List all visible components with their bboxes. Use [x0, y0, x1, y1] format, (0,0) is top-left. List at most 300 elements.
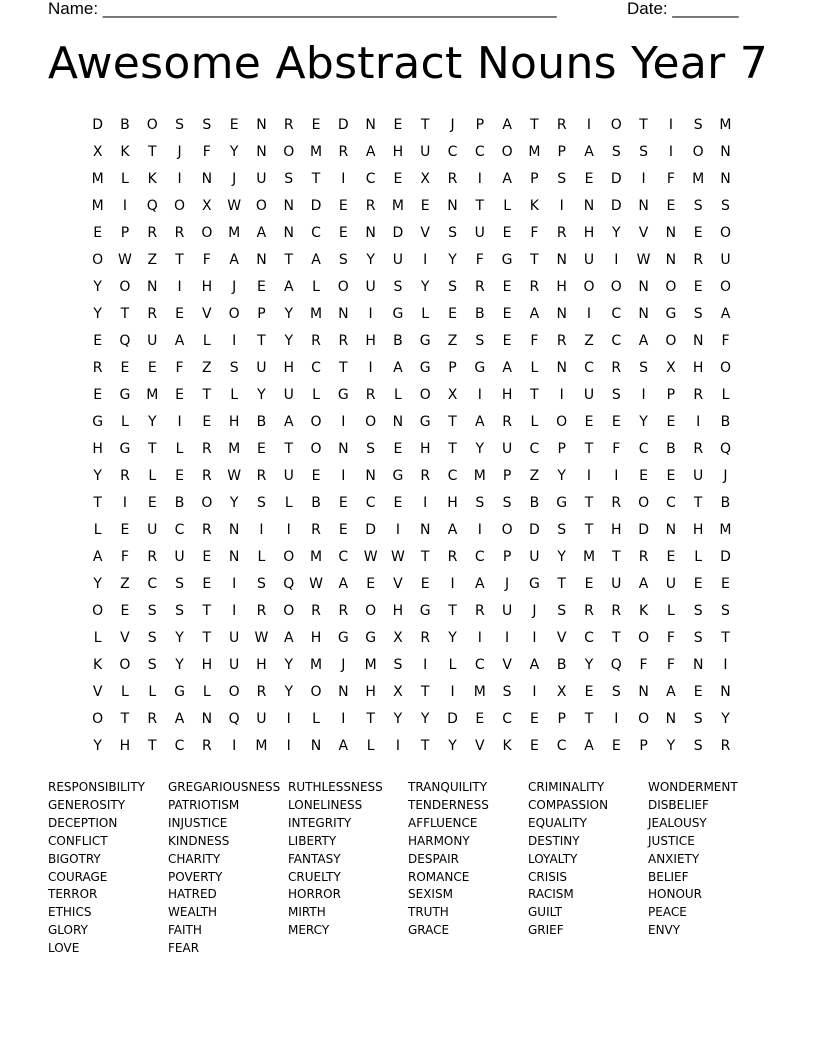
grid-letter[interactable]: I [668, 144, 673, 160]
grid-letter[interactable]: R [584, 603, 594, 619]
grid-letter[interactable]: I [341, 711, 346, 727]
grid-letter[interactable]: S [175, 117, 184, 133]
grid-letter[interactable]: R [611, 495, 622, 511]
grid-letter[interactable]: R [120, 468, 130, 484]
grid-letter[interactable]: T [366, 711, 375, 727]
grid-letter[interactable]: V [420, 225, 430, 241]
grid-letter[interactable]: A [256, 225, 267, 241]
grid-letter[interactable]: J [232, 279, 237, 295]
grid-letter[interactable]: J [450, 117, 455, 133]
grid-letter[interactable]: O [719, 360, 731, 376]
grid-letter[interactable]: I [586, 468, 592, 484]
grid-letter[interactable]: R [338, 333, 349, 349]
grid-letter[interactable]: E [175, 468, 184, 484]
grid-letter[interactable]: I [450, 684, 455, 700]
grid-letter[interactable]: H [501, 387, 513, 403]
grid-letter[interactable]: I [286, 738, 291, 754]
grid-letter[interactable]: F [530, 333, 539, 349]
grid-letter[interactable]: R [311, 603, 321, 619]
grid-letter[interactable]: O [365, 414, 377, 430]
grid-letter[interactable]: T [202, 387, 212, 403]
grid-letter[interactable]: Z [147, 252, 158, 268]
grid-letter[interactable]: E [311, 117, 321, 133]
grid-letter[interactable]: O [283, 549, 295, 565]
grid-letter[interactable]: S [693, 306, 703, 322]
grid-letter[interactable]: A [529, 306, 540, 322]
grid-letter[interactable]: G [392, 468, 404, 484]
grid-letter[interactable]: D [337, 117, 349, 133]
grid-letter[interactable]: W [227, 198, 242, 214]
grid-letter[interactable]: H [556, 279, 567, 295]
grid-letter[interactable]: O [201, 225, 213, 241]
grid-letter[interactable]: S [502, 495, 512, 511]
grid-letter[interactable]: T [284, 441, 293, 457]
grid-letter[interactable]: R [420, 468, 431, 484]
grid-letter[interactable]: M [309, 657, 323, 673]
grid-letter[interactable]: T [93, 495, 102, 511]
grid-letter[interactable]: O [419, 387, 431, 403]
grid-letter[interactable]: K [93, 657, 103, 673]
grid-letter[interactable]: Y [448, 252, 457, 268]
grid-letter[interactable]: R [174, 225, 185, 241]
grid-letter[interactable]: T [147, 738, 157, 754]
grid-letter[interactable]: E [202, 576, 212, 592]
grid-letter[interactable]: S [557, 522, 567, 538]
grid-letter[interactable]: T [448, 603, 457, 619]
grid-letter[interactable]: G [119, 441, 131, 457]
grid-letter[interactable]: Y [448, 738, 457, 754]
grid-letter[interactable]: N [283, 198, 294, 214]
grid-letter[interactable]: H [283, 360, 294, 376]
grid-letter[interactable]: A [338, 576, 349, 592]
grid-letter[interactable]: O [283, 603, 295, 619]
grid-letter[interactable]: R [338, 603, 349, 619]
grid-letter[interactable]: Y [147, 414, 157, 430]
grid-letter[interactable]: B [311, 495, 321, 511]
grid-letter[interactable]: I [641, 387, 646, 403]
grid-letter[interactable]: F [666, 630, 675, 646]
grid-letter[interactable]: H [310, 630, 322, 646]
grid-letter[interactable]: I [177, 279, 182, 295]
grid-letter[interactable]: I [423, 252, 428, 268]
grid-letter[interactable]: G [419, 333, 431, 349]
grid-letter[interactable]: B [256, 414, 267, 430]
grid-letter[interactable]: C [338, 549, 349, 565]
grid-letter[interactable]: L [121, 171, 129, 187]
grid-letter[interactable]: O [119, 657, 131, 673]
grid-letter[interactable]: L [257, 549, 266, 565]
grid-letter[interactable]: I [232, 333, 237, 349]
grid-letter[interactable]: T [147, 441, 157, 457]
grid-letter[interactable]: U [392, 252, 404, 268]
grid-letter[interactable]: T [202, 603, 212, 619]
grid-letter[interactable]: N [583, 198, 595, 214]
grid-letter[interactable]: C [447, 144, 458, 160]
grid-letter[interactable]: N [256, 144, 267, 160]
grid-letter[interactable]: R [529, 279, 540, 295]
grid-letter[interactable]: U [501, 603, 513, 619]
grid-letter[interactable]: H [611, 522, 622, 538]
grid-letter[interactable]: O [119, 279, 131, 295]
grid-letter[interactable]: T [584, 495, 594, 511]
grid-letter[interactable]: D [92, 117, 104, 133]
grid-letter[interactable]: L [721, 387, 730, 403]
grid-letter[interactable]: R [447, 171, 458, 187]
grid-letter[interactable]: V [202, 306, 212, 322]
grid-letter[interactable]: T [612, 549, 621, 565]
grid-letter[interactable]: J [505, 576, 510, 592]
grid-letter[interactable]: W [636, 252, 651, 268]
grid-letter[interactable]: A [502, 171, 512, 187]
grid-letter[interactable]: F [666, 171, 675, 187]
grid-letter[interactable]: H [392, 144, 404, 160]
grid-letter[interactable]: Q [719, 441, 731, 457]
grid-letter[interactable]: I [232, 738, 237, 754]
grid-letter[interactable]: Y [557, 468, 566, 484]
grid-letter[interactable]: O [501, 144, 513, 160]
grid-letter[interactable]: I [423, 657, 428, 673]
grid-letter[interactable]: L [694, 549, 703, 565]
grid-letter[interactable]: H [365, 684, 376, 700]
grid-letter[interactable]: S [256, 576, 266, 592]
grid-letter[interactable]: X [420, 171, 430, 187]
grid-letter[interactable]: O [310, 414, 322, 430]
grid-letter[interactable]: O [337, 279, 349, 295]
grid-letter[interactable]: S [693, 117, 703, 133]
grid-letter[interactable]: M [719, 117, 732, 133]
grid-letter[interactable]: X [92, 144, 103, 160]
grid-letter[interactable]: B [720, 495, 731, 511]
grid-letter[interactable]: S [147, 603, 157, 619]
grid-letter[interactable]: S [502, 684, 512, 700]
grid-letter[interactable]: Y [229, 495, 239, 511]
grid-letter[interactable]: L [93, 522, 102, 538]
grid-letter[interactable]: N [720, 171, 731, 187]
grid-letter[interactable]: J [177, 144, 182, 160]
grid-letter[interactable]: T [311, 171, 321, 187]
grid-letter[interactable]: A [283, 279, 294, 295]
grid-letter[interactable]: S [338, 252, 348, 268]
grid-letter[interactable]: S [147, 630, 157, 646]
grid-letter[interactable]: P [502, 468, 512, 484]
grid-letter[interactable]: E [666, 549, 676, 565]
grid-letter[interactable]: S [611, 144, 621, 160]
grid-letter[interactable]: Y [93, 306, 102, 322]
grid-letter[interactable]: S [366, 441, 376, 457]
grid-letter[interactable]: Z [584, 333, 594, 349]
grid-letter[interactable]: N [720, 684, 731, 700]
grid-letter[interactable]: N [665, 252, 677, 268]
grid-letter[interactable]: U [256, 171, 267, 187]
grid-letter[interactable]: F [612, 441, 621, 457]
grid-letter[interactable]: S [448, 225, 457, 241]
grid-letter[interactable]: L [121, 684, 129, 700]
grid-letter[interactable]: M [309, 306, 323, 322]
grid-letter[interactable]: G [365, 630, 377, 646]
grid-letter[interactable]: A [311, 252, 321, 268]
grid-letter[interactable]: E [311, 468, 321, 484]
grid-letter[interactable]: I [723, 657, 728, 673]
grid-letter[interactable]: Q [228, 711, 240, 727]
grid-letter[interactable]: A [174, 333, 185, 349]
grid-letter[interactable]: I [341, 468, 346, 484]
grid-letter[interactable]: R [556, 117, 567, 133]
grid-letter[interactable]: C [474, 144, 485, 160]
grid-letter[interactable]: E [611, 738, 621, 754]
grid-letter[interactable]: E [666, 468, 676, 484]
grid-letter[interactable]: N [665, 522, 677, 538]
grid-letter[interactable]: O [610, 279, 622, 295]
grid-letter[interactable]: B [393, 333, 403, 349]
grid-letter[interactable]: W [254, 630, 269, 646]
grid-letter[interactable]: B [475, 306, 485, 322]
grid-letter[interactable]: I [532, 630, 537, 646]
grid-letter[interactable]: N [256, 117, 267, 133]
grid-letter[interactable]: S [256, 495, 266, 511]
grid-letter[interactable]: L [312, 387, 320, 403]
grid-letter[interactable]: L [421, 306, 430, 322]
grid-letter[interactable]: R [338, 144, 349, 160]
grid-letter[interactable]: D [310, 198, 322, 214]
grid-letter[interactable]: N [338, 441, 349, 457]
grid-letter[interactable]: A [666, 684, 676, 700]
grid-letter[interactable]: E [393, 117, 403, 133]
grid-letter[interactable]: R [201, 468, 212, 484]
grid-letter[interactable]: M [692, 171, 705, 187]
grid-letter[interactable]: X [556, 684, 567, 700]
grid-letter[interactable]: I [614, 711, 619, 727]
grid-letter[interactable]: S [639, 360, 649, 376]
grid-letter[interactable]: S [693, 711, 703, 727]
grid-letter[interactable]: Q [119, 333, 131, 349]
grid-letter[interactable]: N [692, 333, 704, 349]
grid-letter[interactable]: U [283, 468, 294, 484]
grid-letter[interactable]: O [365, 603, 377, 619]
grid-letter[interactable]: C [665, 495, 676, 511]
grid-letter[interactable]: A [338, 738, 349, 754]
grid-letter[interactable]: R [201, 441, 212, 457]
grid-letter[interactable]: I [614, 468, 619, 484]
grid-letter[interactable]: U [583, 387, 595, 403]
grid-letter[interactable]: I [477, 522, 482, 538]
grid-letter[interactable]: C [174, 738, 185, 754]
grid-letter[interactable]: I [423, 495, 428, 511]
grid-letter[interactable]: O [310, 684, 322, 700]
grid-letter[interactable]: S [284, 171, 294, 187]
grid-letter[interactable]: C [638, 441, 649, 457]
grid-letter[interactable]: B [120, 117, 130, 133]
grid-letter[interactable]: C [584, 630, 594, 646]
grid-letter[interactable]: C [502, 711, 512, 727]
grid-letter[interactable]: Y [393, 711, 403, 727]
grid-letter[interactable]: N [283, 225, 294, 241]
grid-letter[interactable]: Y [475, 441, 485, 457]
grid-letter[interactable]: T [120, 711, 130, 727]
grid-letter[interactable]: S [693, 630, 703, 646]
grid-letter[interactable]: I [586, 306, 592, 322]
grid-letter[interactable]: M [528, 144, 541, 160]
grid-letter[interactable]: N [720, 144, 731, 160]
grid-letter[interactable]: N [638, 279, 649, 295]
grid-letter[interactable]: A [584, 144, 594, 160]
grid-letter[interactable]: S [147, 657, 157, 673]
grid-letter[interactable]: R [256, 684, 267, 700]
grid-letter[interactable]: H [365, 333, 376, 349]
grid-letter[interactable]: U [693, 468, 704, 484]
grid-letter[interactable]: V [502, 657, 512, 673]
grid-letter[interactable]: U [720, 252, 731, 268]
grid-letter[interactable]: A [584, 738, 594, 754]
grid-letter[interactable]: N [365, 468, 376, 484]
grid-letter[interactable]: N [556, 252, 567, 268]
grid-letter[interactable]: L [530, 414, 539, 430]
grid-letter[interactable]: F [721, 333, 730, 349]
grid-letter[interactable]: H [692, 360, 704, 376]
grid-letter[interactable]: P [448, 360, 457, 376]
grid-letter[interactable]: R [311, 522, 321, 538]
grid-letter[interactable]: E [93, 387, 103, 403]
grid-letter[interactable]: S [639, 144, 649, 160]
grid-letter[interactable]: V [475, 738, 485, 754]
grid-letter[interactable]: G [474, 360, 486, 376]
grid-letter[interactable]: S [693, 603, 703, 619]
grid-letter[interactable]: D [610, 198, 622, 214]
grid-letter[interactable]: T [420, 738, 430, 754]
grid-letter[interactable]: O [174, 198, 186, 214]
grid-letter[interactable]: S [611, 684, 621, 700]
grid-letter[interactable]: T [530, 387, 539, 403]
grid-letter[interactable]: L [175, 441, 184, 457]
grid-letter[interactable]: M [91, 171, 104, 187]
grid-letter[interactable]: E [257, 441, 266, 457]
grid-letter[interactable]: H [447, 495, 458, 511]
grid-letter[interactable]: R [502, 414, 512, 430]
grid-letter[interactable]: Y [284, 684, 293, 700]
grid-letter[interactable]: G [337, 630, 349, 646]
grid-letter[interactable]: I [232, 603, 237, 619]
grid-letter[interactable]: N [147, 279, 158, 295]
grid-letter[interactable]: I [532, 684, 537, 700]
grid-letter[interactable]: U [420, 144, 431, 160]
grid-letter[interactable]: Y [420, 279, 430, 295]
grid-letter[interactable]: H [201, 279, 213, 295]
grid-letter[interactable]: K [120, 144, 130, 160]
grid-letter[interactable]: P [666, 387, 676, 403]
grid-letter[interactable]: K [147, 171, 157, 187]
grid-letter[interactable]: I [505, 630, 510, 646]
grid-letter[interactable]: E [175, 306, 184, 322]
grid-letter[interactable]: N [447, 198, 458, 214]
grid-letter[interactable]: Y [175, 630, 184, 646]
grid-letter[interactable]: I [586, 117, 592, 133]
grid-letter[interactable]: C [447, 468, 458, 484]
grid-letter[interactable]: U [583, 252, 595, 268]
grid-letter[interactable]: B [556, 657, 567, 673]
grid-letter[interactable]: E [147, 360, 157, 376]
grid-letter[interactable]: S [611, 387, 621, 403]
grid-letter[interactable]: C [365, 171, 376, 187]
grid-letter[interactable]: M [582, 549, 596, 565]
grid-letter[interactable]: M [391, 198, 404, 214]
grid-letter[interactable]: K [638, 603, 649, 619]
grid-letter[interactable]: U [665, 576, 676, 592]
grid-letter[interactable]: A [638, 576, 649, 592]
grid-letter[interactable]: A [529, 657, 540, 673]
grid-letter[interactable]: E [338, 522, 348, 538]
grid-letter[interactable]: L [312, 279, 320, 295]
grid-letter[interactable]: R [693, 387, 704, 403]
grid-letter[interactable]: C [147, 576, 158, 592]
grid-letter[interactable]: E [666, 414, 676, 430]
grid-letter[interactable]: M [364, 657, 377, 673]
grid-letter[interactable]: O [638, 495, 650, 511]
grid-letter[interactable]: Y [284, 657, 293, 673]
grid-letter[interactable]: D [447, 711, 458, 727]
grid-letter[interactable]: U [474, 225, 485, 241]
grid-letter[interactable]: T [584, 522, 594, 538]
grid-letter[interactable]: N [310, 738, 322, 754]
grid-letter[interactable]: E [93, 225, 103, 241]
date-line[interactable] [627, 0, 739, 18]
grid-letter[interactable]: O [692, 144, 704, 160]
grid-letter[interactable]: O [283, 144, 295, 160]
grid-letter[interactable]: I [286, 522, 291, 538]
grid-letter[interactable]: F [475, 252, 484, 268]
grid-letter[interactable]: W [227, 468, 242, 484]
grid-letter[interactable]: S [557, 603, 567, 619]
grid-letter[interactable]: T [420, 684, 430, 700]
grid-letter[interactable]: Y [257, 387, 266, 403]
grid-letter[interactable]: O [201, 495, 213, 511]
grid-letter[interactable]: E [120, 603, 130, 619]
grid-letter[interactable]: E [639, 468, 649, 484]
grid-letter[interactable]: Y [284, 333, 293, 349]
grid-letter[interactable]: N [419, 522, 431, 538]
grid-letter[interactable]: E [448, 306, 457, 322]
grid-letter[interactable]: B [174, 495, 185, 511]
grid-letter[interactable]: L [530, 360, 539, 376]
grid-letter[interactable]: Z [202, 360, 212, 376]
grid-letter[interactable]: J [723, 468, 728, 484]
grid-letter[interactable]: I [450, 576, 455, 592]
grid-letter[interactable]: Y [721, 711, 730, 727]
grid-letter[interactable]: X [666, 360, 676, 376]
grid-letter[interactable]: O [92, 252, 104, 268]
grid-letter[interactable]: E [693, 576, 703, 592]
grid-letter[interactable]: O [665, 279, 677, 295]
grid-letter[interactable]: I [122, 495, 128, 511]
grid-letter[interactable]: T [202, 630, 212, 646]
grid-letter[interactable]: E [584, 576, 594, 592]
grid-letter[interactable]: I [395, 738, 400, 754]
grid-letter[interactable]: N [201, 711, 213, 727]
grid-letter[interactable]: E [611, 414, 621, 430]
grid-letter[interactable]: Y [584, 657, 594, 673]
grid-letter[interactable]: E [721, 576, 730, 592]
grid-letter[interactable]: O [583, 279, 595, 295]
grid-letter[interactable]: V [393, 576, 403, 592]
name-line[interactable] [48, 0, 557, 18]
grid-letter[interactable]: I [177, 414, 182, 430]
grid-letter[interactable]: E [366, 576, 376, 592]
grid-letter[interactable]: E [666, 198, 676, 214]
grid-letter[interactable]: E [502, 333, 512, 349]
grid-letter[interactable]: E [529, 738, 539, 754]
grid-letter[interactable]: G [419, 603, 431, 619]
grid-letter[interactable]: T [448, 441, 457, 457]
grid-letter[interactable]: Y [666, 738, 676, 754]
grid-letter[interactable]: H [201, 657, 213, 673]
